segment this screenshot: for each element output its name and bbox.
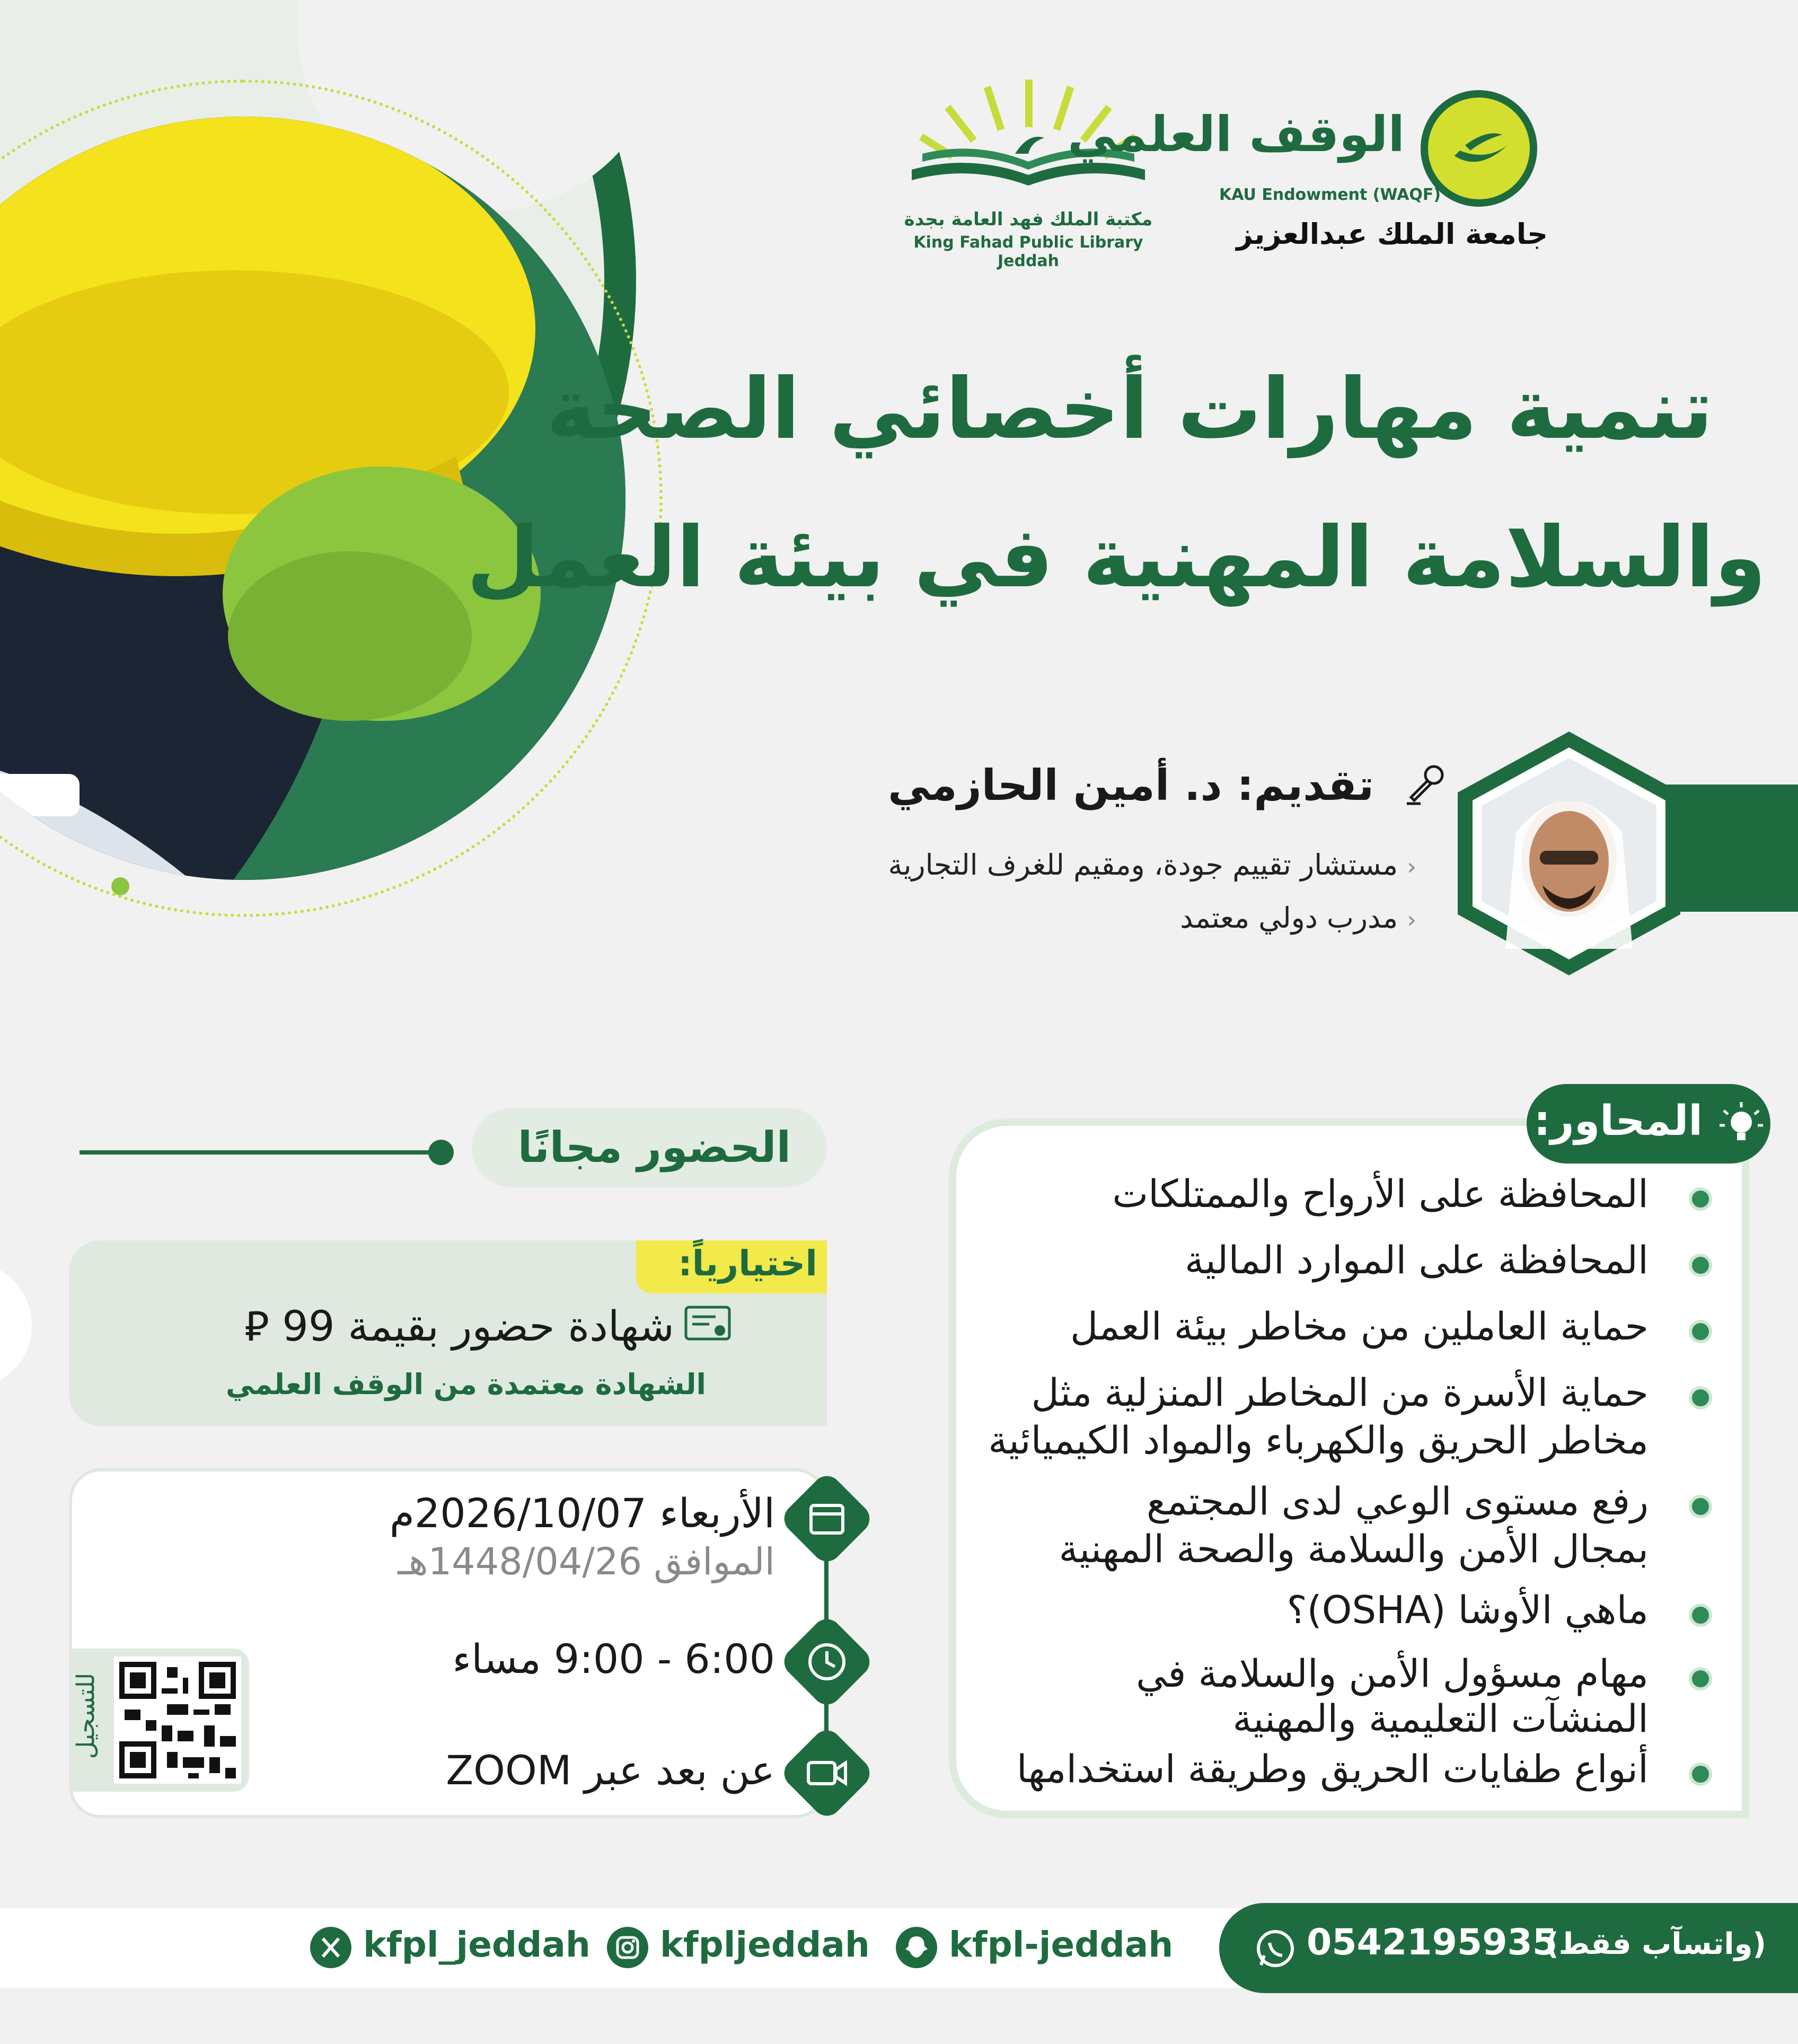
topic-item: مهام مسؤول الأمن والسلامة في: [1136, 1651, 1649, 1696]
optional-label: اختيارياً:: [678, 1243, 817, 1284]
whatsapp-icon[interactable]: [1254, 1927, 1297, 1970]
free-line-dot: [428, 1140, 454, 1165]
clock-icon: [778, 1613, 876, 1711]
event-time: 6:00 - 9:00 مساء: [452, 1635, 775, 1682]
bullet-icon: [1689, 1386, 1712, 1409]
topic-item-continued: بمجال الأمن والسلامة والصحة المهنية: [1059, 1527, 1649, 1571]
kfpl-logo: [901, 74, 1156, 270]
certificate-note: الشهادة معتمدة من الوقف العلمي: [225, 1368, 706, 1401]
event-hijri-date: الموافق 1448/04/26هـ: [398, 1540, 775, 1583]
topic-item: حماية العاملين من مخاطر بيئة العمل: [1070, 1304, 1649, 1349]
bullet-icon: [1689, 1495, 1712, 1518]
topic-item: المحافظة على الموارد المالية: [1185, 1238, 1649, 1282]
event-location: عن بعد عبر ZOOM: [446, 1747, 775, 1794]
lightbulb-icon: [1717, 1100, 1765, 1148]
topic-item: المحافظة على الأرواح والممتلكات: [1112, 1171, 1649, 1216]
topics-heading: المحاور:: [1533, 1097, 1703, 1145]
presenter-bio-1: [888, 848, 1416, 882]
event-date: الأربعاء 2026/10/07م: [389, 1490, 775, 1537]
topic-item: رفع مستوى الوعي لدى المجتمع: [1146, 1479, 1649, 1523]
register-label: للتسجيل: [71, 1672, 100, 1759]
chevron-left-icon: ‹: [1407, 906, 1416, 933]
ring-dot: [111, 877, 129, 895]
topic-item-continued: مخاطر الحريق والكهرباء والمواد الكيميائية: [988, 1418, 1649, 1462]
bullet-icon: [1689, 1763, 1712, 1786]
topics-list: [949, 1166, 1749, 1802]
bullet-icon: [1689, 1254, 1712, 1277]
x-twitter-icon[interactable]: [310, 1927, 351, 1968]
waqf-arabic-name: الوقف العلمي: [1068, 106, 1405, 163]
presenter-heading: تقديم: د. أمين الحازمي: [888, 761, 1374, 810]
snapchat-handle[interactable]: kfpl-jeddah: [949, 1924, 1174, 1965]
presenter-photo: [1452, 726, 1686, 981]
topic-item: أنواع طفايات الحريق وطريقة استخدامها: [1016, 1747, 1649, 1791]
certificate-text: شهادة حضور بقيمة 99 ⃁: [244, 1303, 674, 1351]
bullet-icon: [1689, 1604, 1712, 1627]
topic-item: حماية الأسرة من المخاطر المنزلية مثل: [1031, 1370, 1649, 1415]
chevron-left-icon: ‹: [1407, 853, 1416, 880]
title-line-2: والسلامة المهنية في بيئة العمل: [466, 509, 1766, 606]
microphone-icon: [1405, 763, 1447, 806]
instagram-icon[interactable]: [607, 1927, 648, 1968]
free-attendance-text: الحضور مجانًا: [517, 1123, 791, 1172]
whatsapp-note: (واتسآب فقط): [1545, 1927, 1766, 1961]
qr-code-icon[interactable]: [114, 1657, 241, 1784]
presenter-bio-2: [1180, 901, 1416, 935]
bullet-icon: [1689, 1320, 1712, 1343]
bio-text: مدرب دولي معتمد: [1180, 901, 1398, 935]
kfpl-arabic-name: مكتبة الملك فهد العامة بجدة: [904, 209, 1153, 230]
topic-item-continued: المنشآت التعليمية والمهنية: [1232, 1696, 1649, 1741]
decorative-left-circle: [0, 1262, 32, 1389]
bullet-icon: [1689, 1667, 1712, 1690]
twitter-handle[interactable]: kfpl_jeddah: [363, 1924, 590, 1965]
waqf-english-name: KAU Endowment (WAQF): [1219, 186, 1441, 204]
calendar-icon: [778, 1470, 876, 1567]
video-camera-icon: [778, 1724, 876, 1822]
kau-arabic-name: جامعة الملك عبدالعزيز: [1236, 217, 1548, 251]
presenter-avatar: [1452, 726, 1686, 981]
whatsapp-number[interactable]: 0542195935: [1307, 1922, 1558, 1963]
instagram-handle[interactable]: kfpljeddah: [660, 1924, 870, 1965]
waqf-logo: [1068, 85, 1548, 260]
kfpl-english-name: King Fahad Public Library Jeddah: [913, 233, 1143, 270]
bio-text: مستشار تقييم جودة، ومقيم للغرف التجارية: [888, 848, 1398, 882]
topic-item: ماهي الأوشا (OSHA)؟: [1286, 1588, 1649, 1632]
bullet-icon: [1689, 1187, 1712, 1211]
title-line-1: تنمية مهارات أخصائي الصحة: [546, 360, 1713, 458]
free-line: [80, 1150, 440, 1155]
certificate-icon: [684, 1304, 731, 1346]
snapchat-icon[interactable]: [896, 1927, 937, 1968]
